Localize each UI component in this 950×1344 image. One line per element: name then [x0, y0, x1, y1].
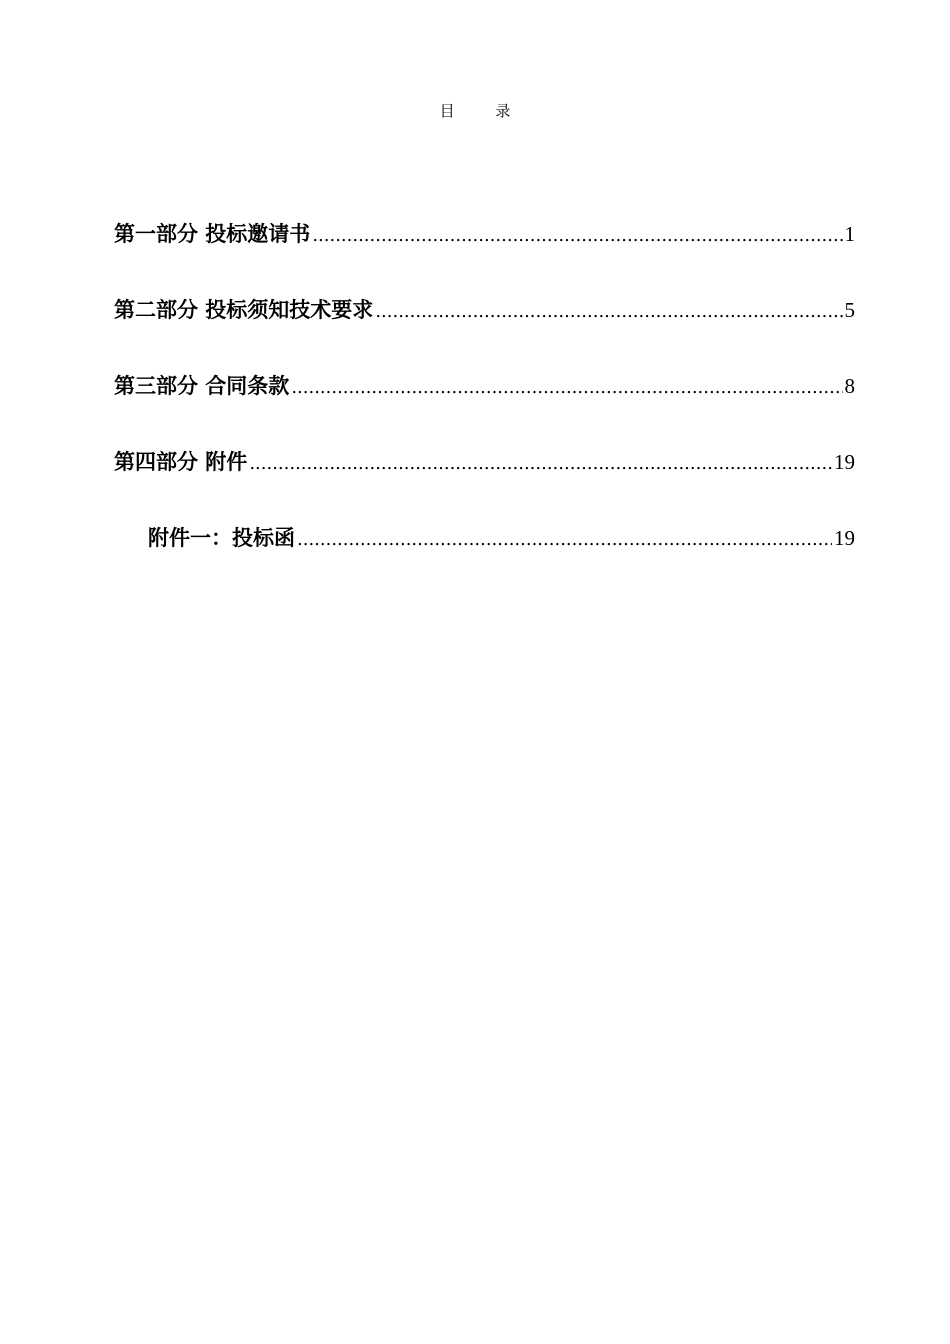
toc-entry-part-1[interactable] [114, 214, 855, 290]
toc-dot-leader [291, 368, 842, 408]
toc-page-number: 8 [844, 374, 855, 398]
toc-entry-label: 第一部分 投标邀请书 [114, 221, 311, 246]
toc-entry-part-3[interactable] [114, 366, 855, 442]
toc-dot-leader [375, 292, 842, 332]
toc-title: 目 录 [439, 102, 529, 120]
toc-entry-label: 第三部分 合同条款 [114, 373, 290, 398]
toc-dot-leader [312, 216, 842, 256]
toc-page-number: 19 [834, 450, 855, 474]
toc-page-number: 19 [834, 526, 855, 550]
toc-entry-attachment-1[interactable] [114, 518, 855, 594]
toc-entry-label: 第二部分 投标须知技术要求 [114, 297, 374, 322]
toc-entry-part-4[interactable] [114, 442, 855, 518]
toc-page-number: 5 [844, 298, 855, 322]
toc-entry-label: 第四部分 附件 [114, 449, 248, 474]
toc-dot-leader [297, 520, 832, 560]
toc-page-number: 1 [844, 222, 855, 246]
toc-entry-label: 附件一：投标函 [148, 525, 295, 550]
toc-list [114, 214, 855, 594]
toc-entry-part-2[interactable] [114, 290, 855, 366]
toc-dot-leader [249, 444, 832, 484]
